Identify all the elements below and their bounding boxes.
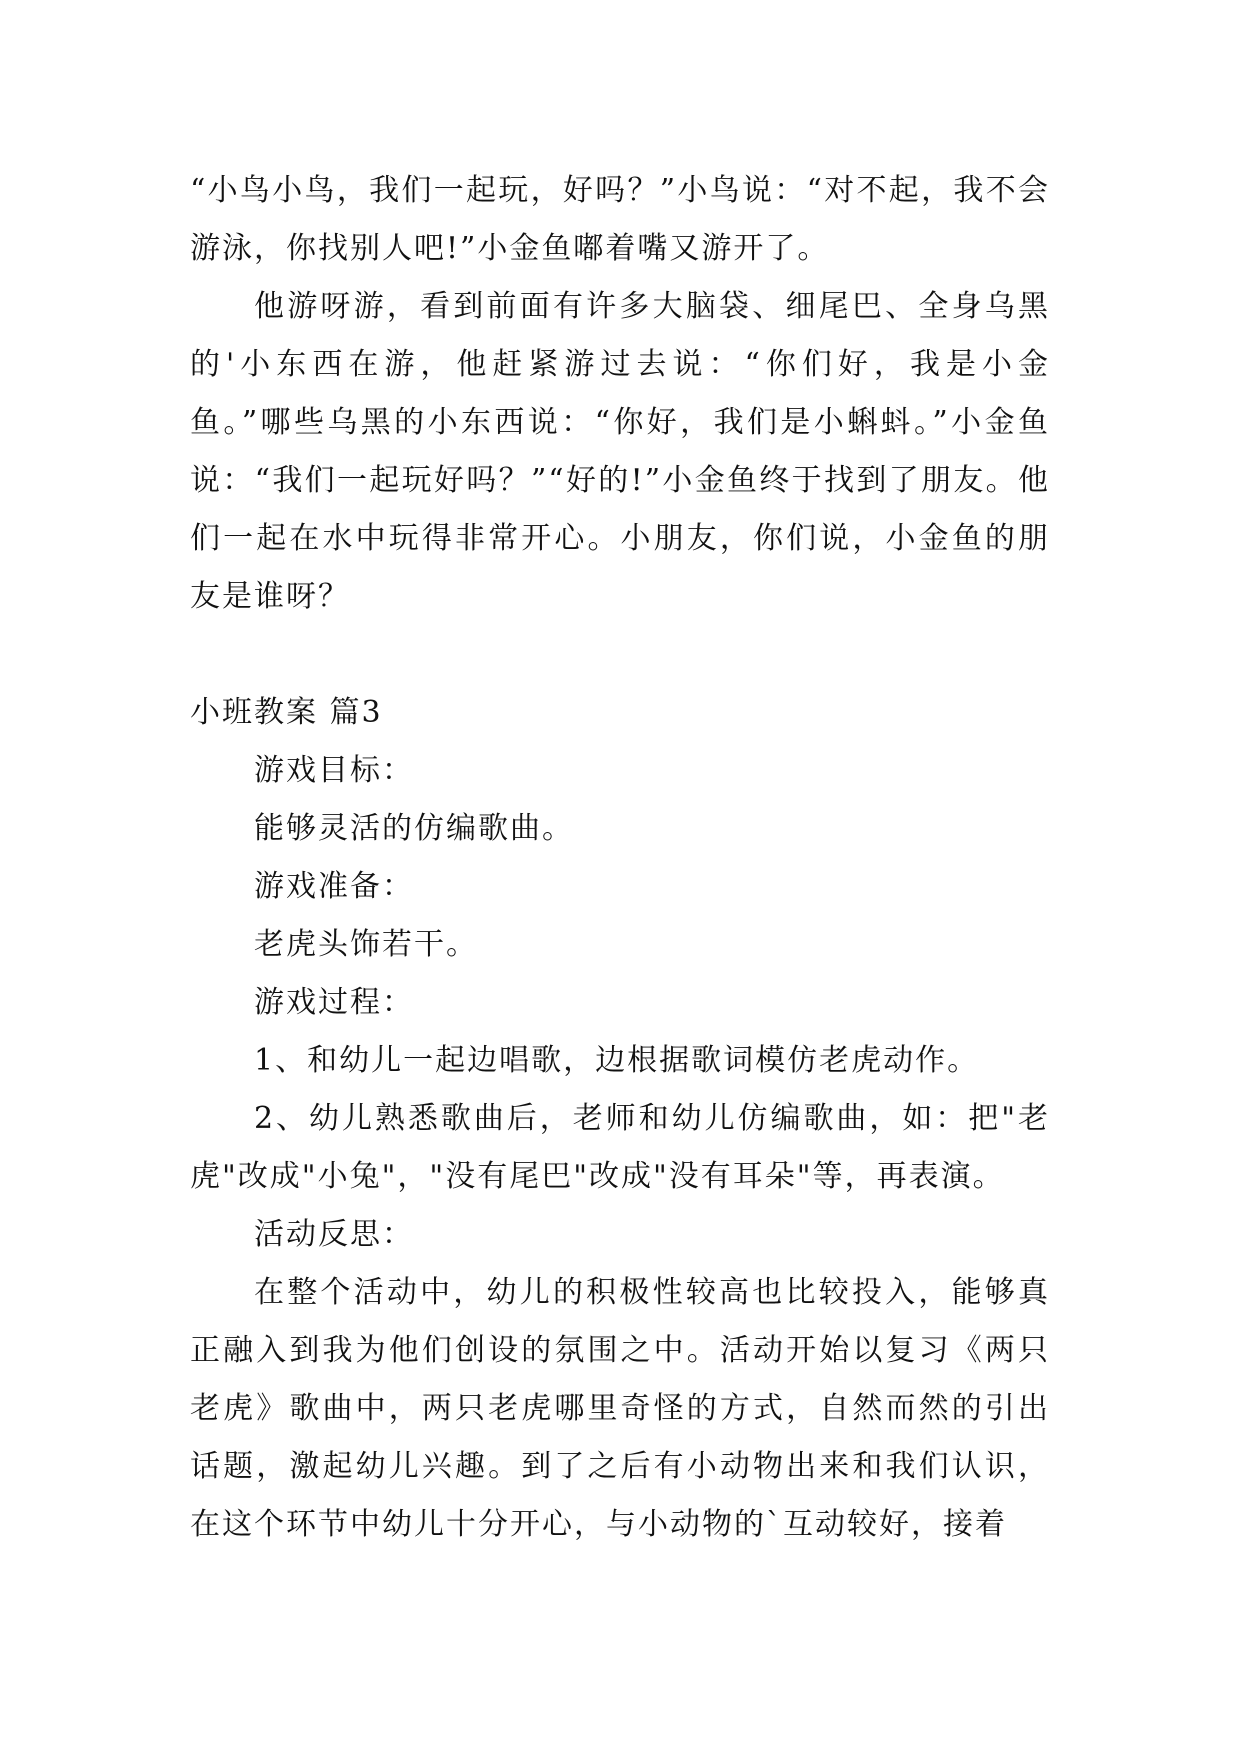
paragraph-bird-dialogue: “小鸟小鸟，我们一起玩，好吗？”小鸟说：“对不起，我不会游泳，你找别人吧!”小金鱼嘟着嘴又游开了。	[190, 173, 1050, 266]
text-game-prep: 老虎头饰若干。	[254, 927, 478, 962]
paragraph-tadpoles: 他游呀游，看到前面有许多大脑袋、细尾巴、全身乌黑的'小东西在游，他赶紧游过去说：“你们好，我是小金鱼。”哪些乌黑的小东西说：“你好，我们是小蝌蚪。”小金鱼说：“我们一起玩好吗？”“好的!”小金鱼终于找到了朋友。他们一起在水中玩得非常开心。小朋友，你们说，小金鱼的朋友是谁呀？	[190, 289, 1050, 614]
section-title: 小班教案 篇3	[190, 695, 383, 730]
label-game-goal: 游戏目标：	[254, 753, 414, 788]
step-2: 2、幼儿熟悉歌曲后，老师和幼儿仿编歌曲，如：把"老虎"改成"小兔"，"没有尾巴"改成"没有耳朵"等，再表演。	[190, 1101, 1050, 1194]
section-spacer	[190, 626, 1050, 684]
label-reflection: 活动反思：	[254, 1217, 414, 1252]
step-1: 1、和幼儿一起边唱歌，边根据歌词模仿老虎动作。	[254, 1043, 980, 1078]
label-game-prep: 游戏准备：	[254, 869, 414, 904]
document-page	[190, 162, 1050, 1554]
text-game-goal: 能够灵活的仿编歌曲。	[254, 811, 574, 846]
label-game-process: 游戏过程：	[254, 985, 414, 1020]
paragraph-reflection: 在整个活动中，幼儿的积极性较高也比较投入，能够真正融入到我为他们创设的氛围之中。活动开始以复习《两只老虎》歌曲中，两只老虎哪里奇怪的方式，自然而然的引出话题，激起幼儿兴趣。到了之后有小动物出来和我们认识，在这个环节中幼儿十分开心，与小动物的`互动较好，接着	[190, 1275, 1050, 1542]
